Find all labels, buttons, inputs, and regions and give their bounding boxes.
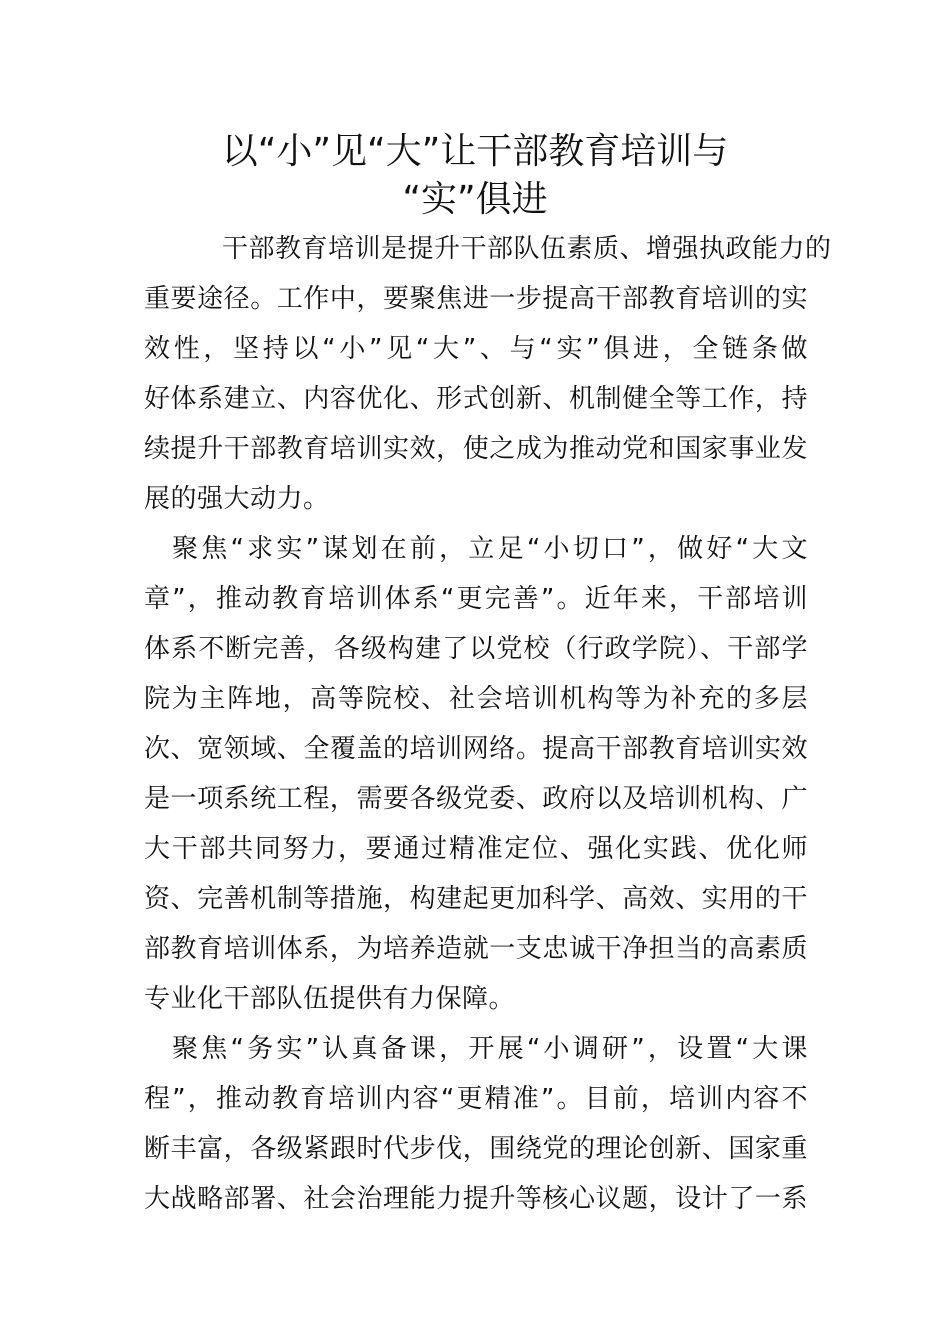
document-body (144, 224, 832, 1224)
paragraph-2-line: 次、宽领域、全覆盖的培训网络。提高干部教育培训实效 (144, 734, 808, 764)
paragraph-3-line: 大战略部署、社会治理能力提升等核心议题，设计了一系 (144, 1184, 808, 1214)
paragraph-2-line: 资、完善机制等措施，构建起更加科学、高效、实用的干 (144, 884, 808, 914)
paragraph-2-line: 章”，推动教育培训体系“更完善”。近年来，干部培训 (144, 584, 808, 614)
paragraph-3-line: 断丰富，各级紧跟时代步伐，围绕党的理论创新、国家重 (144, 1134, 808, 1164)
paragraph-1-line: 续提升干部教育培训实效，使之成为推动党和国家事业发 (144, 434, 808, 464)
paragraph-2-line: 部教育培训体系，为培养造就一支忠诚干净担当的高素质 (144, 934, 808, 964)
paragraph-2-line: 体系不断完善，各级构建了以党校（行政学院）、干部学 (144, 634, 808, 664)
paragraph-2-line: 是一项系统工程，需要各级党委、政府以及培训机构、广 (144, 784, 808, 814)
document-title (0, 128, 950, 224)
paragraph-2-line: 院为主阵地，高等院校、社会培训机构等为补充的多层 (144, 684, 808, 714)
paragraph-1-line: 干部教育培训是提升干部队伍素质、增强执政能力的 (222, 234, 832, 264)
title-line-2: “实”俱进 (402, 179, 548, 220)
paragraph-3-line: 聚焦“务实”认真备课，开展“小调研”，设置“大课 (172, 1034, 808, 1064)
paragraph-2-line: 大干部共同努力，要通过精准定位、强化实践、优化师 (144, 834, 808, 864)
paragraph-2-line: 聚焦“求实”谋划在前，立足“小切口”，做好“大文 (172, 534, 808, 564)
paragraph-1-line: 展的强大动力。 (144, 484, 330, 514)
paragraph-2-line: 专业化干部队伍提供有力保障。 (144, 984, 516, 1014)
paragraph-3-line: 程”，推动教育培训内容“更精准”。目前，培训内容不 (144, 1084, 808, 1114)
paragraph-1-line: 好体系建立、内容优化、形式创新、机制健全等工作，持 (144, 384, 808, 414)
paragraph-1-line: 效性，坚持以“小”见“大”、与“实”俱进，全链条做 (144, 334, 808, 364)
title-line-1: 以“小”见“大”让干部教育培训与 (221, 131, 729, 172)
paragraph-1-line: 重要途径。工作中，要聚焦进一步提高干部教育培训的实 (144, 284, 808, 314)
